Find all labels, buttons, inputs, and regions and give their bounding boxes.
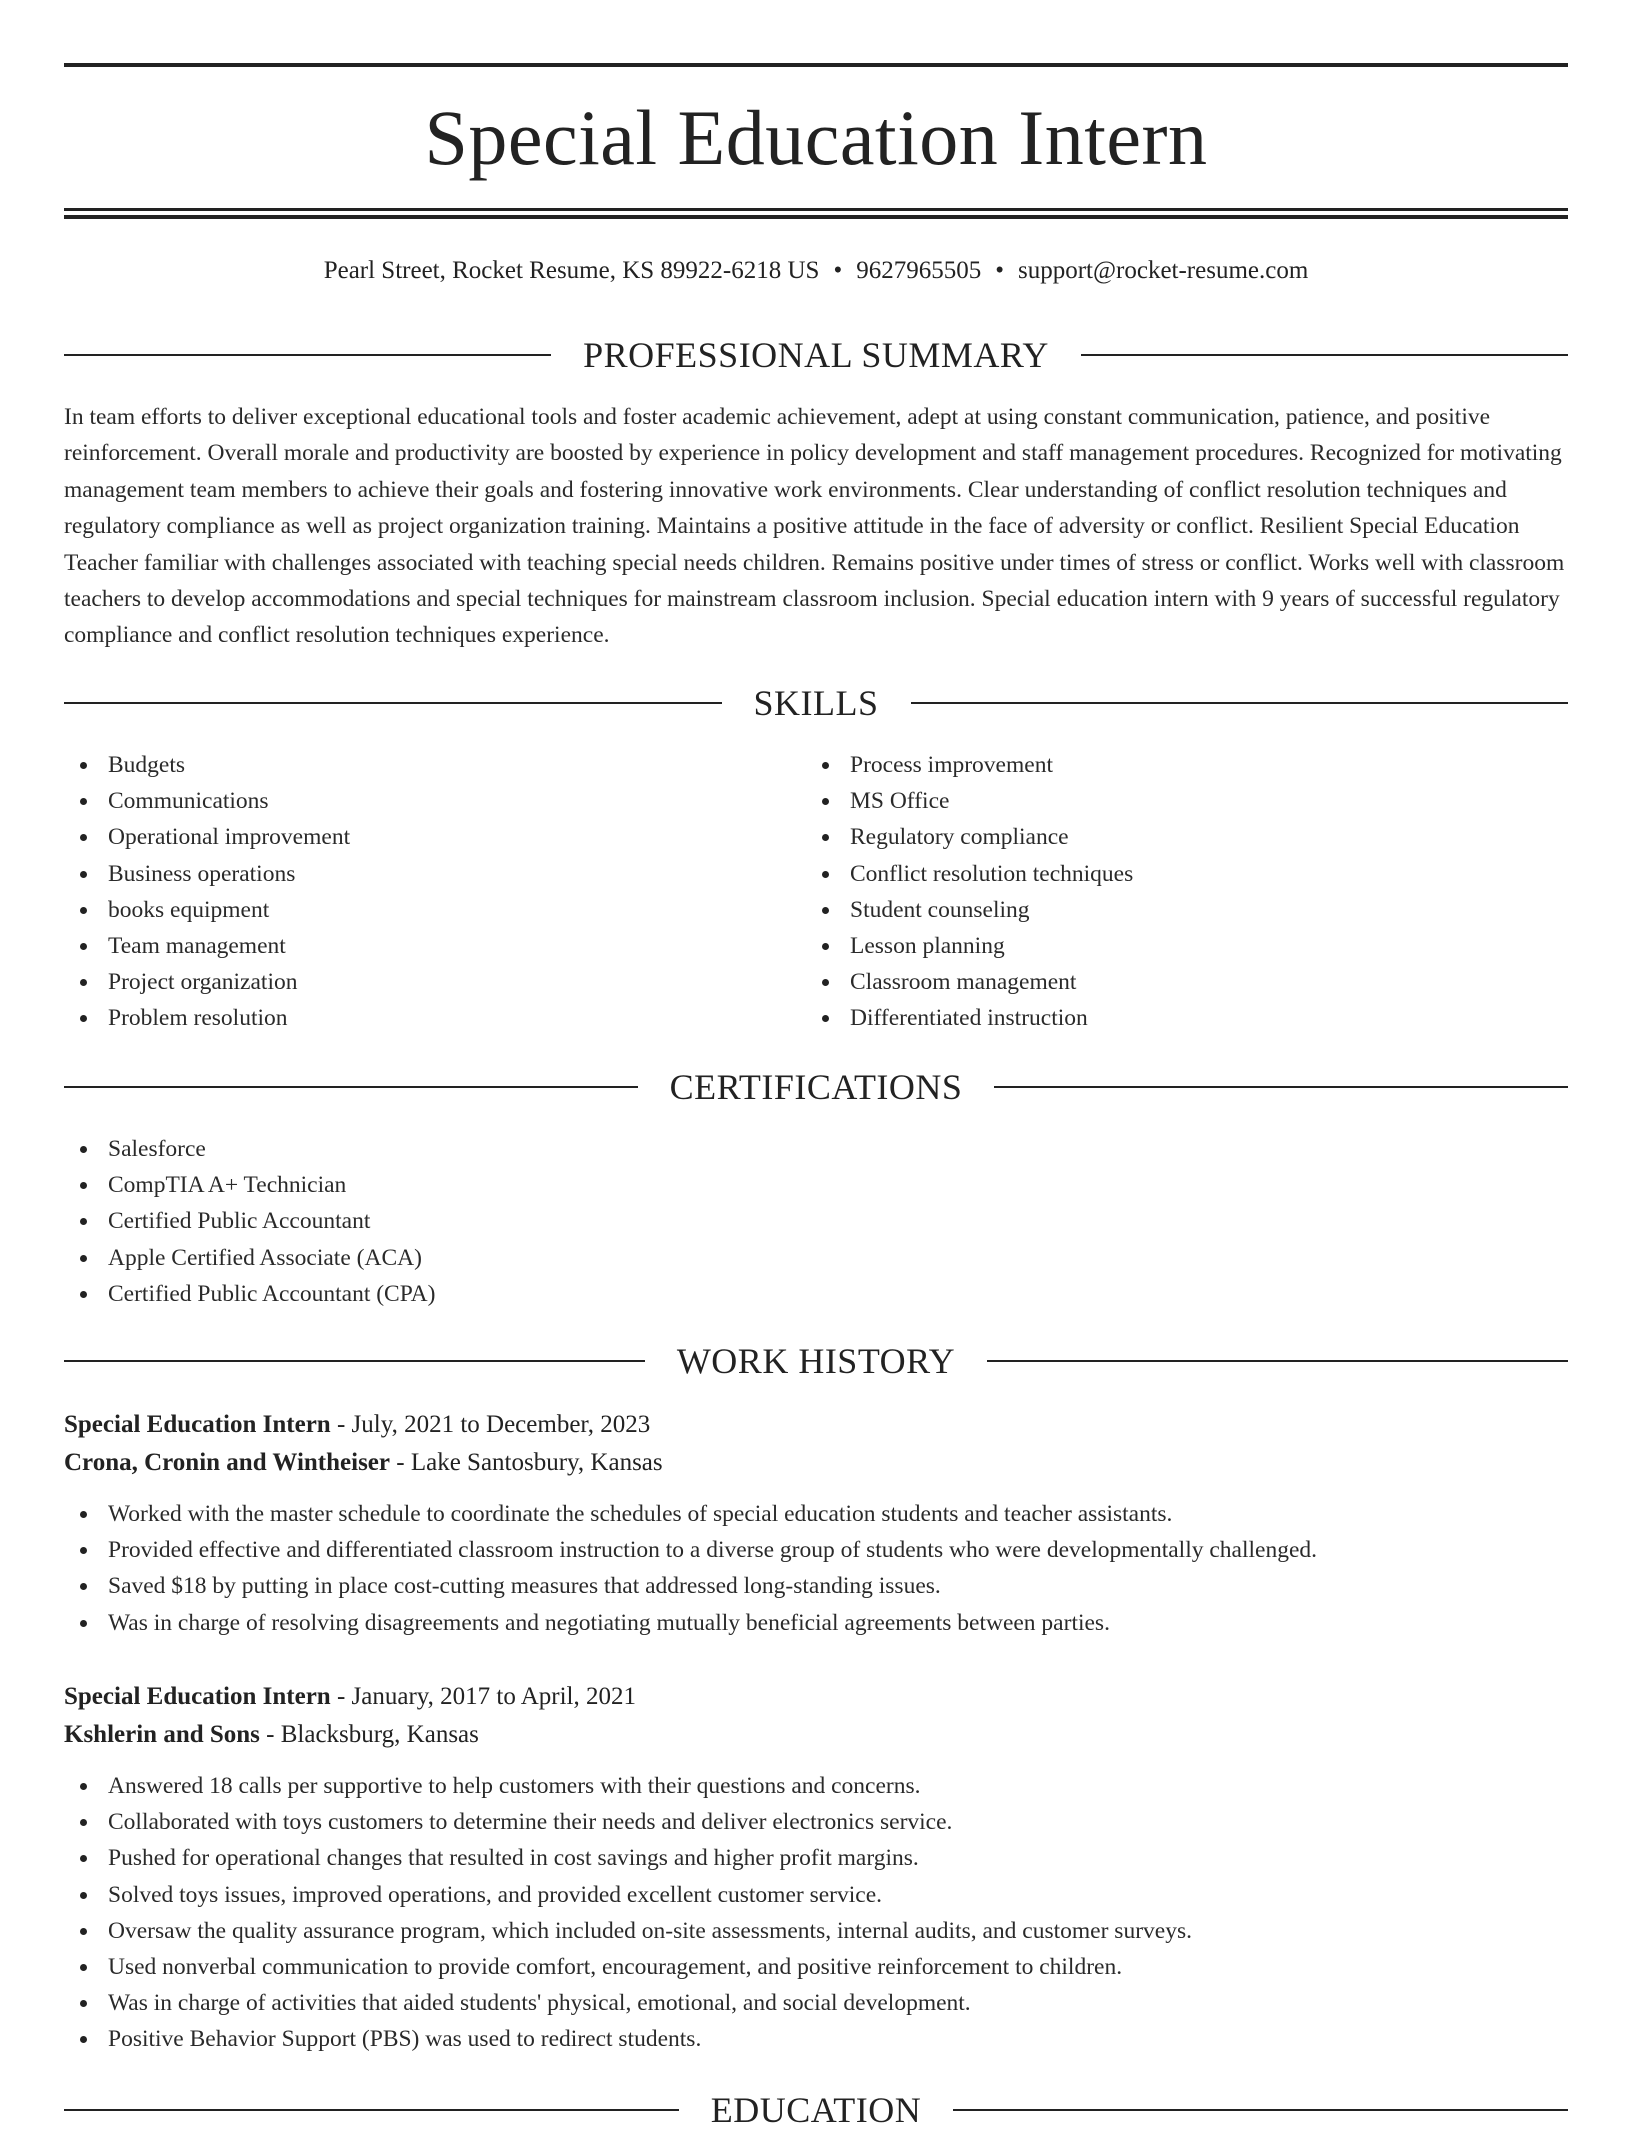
job-company: Kshlerin and Sons: [64, 1721, 260, 1748]
bullet-dot: [80, 1015, 87, 1022]
certification-label: Certified Public Accountant: [108, 1208, 371, 1235]
bullet-dot: [80, 1892, 87, 1899]
bullet-dot: [80, 1819, 87, 1826]
job-duty-item: [64, 2021, 1568, 2057]
job-duty-item: [64, 1840, 1568, 1876]
bullet-dot: [80, 979, 87, 986]
job-duty-item: [64, 1877, 1568, 1913]
section-rule-left: [64, 702, 722, 704]
skill-label: Business operations: [108, 860, 296, 887]
job-duty-item: [64, 1768, 1568, 1804]
job-title: Special Education Intern: [64, 1411, 331, 1438]
bullet-dot: [80, 907, 87, 914]
job-title: Special Education Intern: [64, 1683, 331, 1710]
job-duty-item: [64, 1568, 1568, 1604]
skill-item: [64, 747, 764, 783]
bullet-dot: [822, 979, 829, 986]
skill-label: Regulatory compliance: [850, 824, 1069, 851]
job-role-line: [64, 1406, 1568, 1444]
skill-item: [64, 819, 764, 855]
skill-label: Classroom management: [850, 969, 1077, 996]
contact-line: [64, 254, 1568, 288]
job-role-line: [64, 1678, 1568, 1716]
bullet-dot: [80, 1255, 87, 1262]
job-duty-item: [64, 1605, 1568, 1641]
bullet-dot: [80, 1218, 87, 1225]
section-rule-left: [64, 1360, 645, 1362]
job-company-line: [64, 1444, 1568, 1482]
bullet-dot: [80, 1182, 87, 1189]
certification-label: Apple Certified Associate (ACA): [108, 1244, 422, 1271]
certification-item: [64, 1167, 1568, 1203]
bullet-dot: [822, 907, 829, 914]
bullet-dot: [822, 798, 829, 805]
job-duty-text: Was in charge of resolving disagreements and negotiating mutually beneficial agreements between parties.: [108, 1609, 1110, 1636]
skill-item: [806, 892, 1566, 928]
certifications-list: [64, 1131, 1568, 1312]
bullet-dot: [80, 1964, 87, 1971]
skill-item: [64, 928, 764, 964]
job-company-line: [64, 1716, 1568, 1754]
skill-item: [64, 892, 764, 928]
section-title-skills: SKILLS: [753, 683, 879, 723]
bullet-dot: [80, 1146, 87, 1153]
job-duty-item: [64, 1985, 1568, 2021]
section-rule-left: [64, 2109, 679, 2111]
section-rule-right: [987, 1360, 1568, 1362]
bullet-dot: [80, 1547, 87, 1554]
job-duties-list: [64, 1496, 1568, 1641]
section-rule-left: [64, 1086, 638, 1088]
skill-label: Lesson planning: [850, 933, 1005, 960]
job-duty-text: Saved $18 by putting in place cost-cutting measures that addressed long-standing issues.: [108, 1573, 941, 1600]
bullet-dot: [80, 798, 87, 805]
certification-label: Certified Public Accountant (CPA): [108, 1280, 436, 1307]
job-dates: - July, 2021 to December, 2023: [330, 1411, 651, 1438]
section-rule-right: [1081, 354, 1568, 356]
contact-address: Pearl Street, Rocket Resume, KS 89922-6218 US: [323, 257, 820, 284]
job-duty-text: Positive Behavior Support (PBS) was used to redirect students.: [108, 2026, 702, 2053]
skills-list-left: [64, 747, 764, 1037]
certification-item: [64, 1131, 1568, 1167]
header-double-rule-upper: [64, 208, 1568, 211]
certification-item: [64, 1203, 1568, 1239]
section-header-work-history: [64, 1339, 1568, 1383]
job-location: - Blacksburg, Kansas: [259, 1721, 479, 1748]
skill-item: [806, 783, 1566, 819]
job-company: Crona, Cronin and Wintheiser: [64, 1449, 391, 1476]
job-dates: - January, 2017 to April, 2021: [330, 1683, 636, 1710]
section-header-skills: [64, 681, 1568, 725]
job-duty-item: [64, 1532, 1568, 1568]
job-duty-item: [64, 1949, 1568, 1985]
skill-item: [806, 1000, 1566, 1036]
job-entry: [64, 1678, 1568, 2058]
certification-label: CompTIA A+ Technician: [108, 1172, 347, 1199]
skill-label: Communications: [108, 788, 269, 815]
bullet-dot: [80, 834, 87, 841]
contact-email: support@rocket-resume.com: [1018, 257, 1309, 284]
bullet-dot: [80, 1620, 87, 1627]
job-duties-list: [64, 1768, 1568, 2058]
job-duty-text: Answered 18 calls per supportive to help customers with their questions and concerns.: [108, 1773, 921, 1799]
job-duty-item: [64, 1804, 1568, 1840]
job-duty-text: Solved toys issues, improved operations, and provided excellent customer service.: [108, 1881, 883, 1908]
job-duty-text: Was in charge of activities that aided students' physical, emotional, and social development.: [108, 1990, 971, 2017]
header-double-rule-lower: [64, 215, 1568, 219]
skill-item: [64, 964, 764, 1000]
job-duty-text: Pushed for operational changes that resulted in cost savings and higher profit margins.: [108, 1845, 919, 1872]
section-title-summary: PROFESSIONAL SUMMARY: [583, 335, 1049, 375]
bullet-dot: [80, 1783, 87, 1790]
job-location: - Lake Santosbury, Kansas: [390, 1449, 663, 1476]
skill-label: Problem resolution: [108, 1005, 288, 1032]
job-duty-item: [64, 1913, 1568, 1949]
bullet-dot: [80, 1291, 87, 1298]
certification-item: [64, 1240, 1568, 1276]
skill-item: [64, 856, 764, 892]
contact-separator: •: [833, 257, 843, 284]
certification-label: Salesforce: [108, 1136, 206, 1162]
section-header-certifications: [64, 1065, 1568, 1109]
skill-item: [806, 928, 1566, 964]
bullet-dot: [822, 1015, 829, 1022]
skill-item: [806, 747, 1566, 783]
bullet-dot: [80, 2036, 87, 2043]
contact-separator: •: [995, 257, 1004, 284]
job-duty-text: Provided effective and differentiated classroom instruction to a diverse group of students who were developmentally challenged.: [108, 1537, 1318, 1564]
section-rule-left: [64, 354, 551, 356]
contact-phone: 9627965505: [856, 257, 982, 284]
section-rule-right: [953, 2109, 1568, 2111]
skill-label: Conflict resolution techniques: [850, 860, 1134, 887]
section-header-education: [64, 2088, 1568, 2132]
bullet-dot: [822, 871, 829, 878]
candidate-name: Special Education Intern: [424, 94, 1208, 181]
skill-item: [806, 964, 1566, 1000]
skill-item: [806, 856, 1566, 892]
skill-label: Team management: [108, 933, 286, 960]
job-duty-text: Oversaw the quality assurance program, which included on-site assessments, internal audits, and customer surveys.: [108, 1917, 1192, 1944]
bullet-dot: [80, 943, 87, 950]
skill-label: Budgets: [108, 752, 186, 778]
job-duty-item: [64, 1496, 1568, 1532]
job-duty-text: Used nonverbal communication to provide comfort, encouragement, and positive reinforcement to children.: [108, 1954, 1123, 1981]
header-top-rule: [64, 63, 1568, 67]
section-title-work-history: WORK HISTORY: [676, 1341, 956, 1381]
section-title-certifications: CERTIFICATIONS: [669, 1067, 963, 1107]
section-header-summary: [64, 333, 1568, 377]
section-rule-right: [994, 1086, 1568, 1088]
skill-label: Project organization: [108, 969, 298, 996]
bullet-dot: [80, 1855, 87, 1862]
bullet-dot: [822, 834, 829, 841]
bullet-dot: [80, 1583, 87, 1590]
job-entry: [64, 1406, 1568, 1641]
skill-label: Differentiated instruction: [850, 1005, 1088, 1032]
section-title-education: EDUCATION: [710, 2090, 922, 2130]
job-duty-text: Collaborated with toys customers to determine their needs and deliver electronics service.: [108, 1809, 953, 1836]
bullet-dot: [80, 2000, 87, 2007]
certification-item: [64, 1276, 1568, 1312]
skill-label: books equipment: [108, 896, 270, 923]
skill-label: Student counseling: [850, 896, 1030, 923]
skill-label: Operational improvement: [108, 824, 351, 851]
skill-label: MS Office: [850, 788, 950, 815]
skills-list-right: [806, 747, 1566, 1037]
summary-text: In team efforts to deliver exceptional educational tools and foster academic achievement, adept at using constant communication, patience, and positive reinforcement. Overall morale and productivity are boosted by experience in policy development and staff management procedures. Recognized for motivating management team members to achieve their goals and fostering innovative work environments. Clear understanding of conflict resolution techniques and regulatory compliance as well as project organization training. Maintains a positive attitude in the face of adversity or conflict. Resilient Special Education Teacher familiar with challenges associated with teaching special needs children. Remains positive under times of stress or conflict. Works well with classroom teachers to develop accommodations and special techniques for mainstream classroom inclusion. Special education intern with 9 years of successful regulatory compliance and conflict resolution techniques experience.: [64, 404, 1565, 649]
skill-item: [806, 819, 1566, 855]
bullet-dot: [80, 762, 87, 769]
skill-item: [64, 783, 764, 819]
bullet-dot: [80, 1928, 87, 1935]
skill-item: [64, 1000, 764, 1036]
bullet-dot: [80, 1511, 87, 1518]
job-duty-text: Worked with the master schedule to coordinate the schedules of special education students and teacher assistants.: [108, 1501, 1173, 1527]
bullet-dot: [822, 943, 829, 950]
section-rule-right: [911, 702, 1569, 704]
bullet-dot: [80, 871, 87, 878]
skill-label: Process improvement: [850, 752, 1053, 778]
bullet-dot: [822, 762, 829, 769]
